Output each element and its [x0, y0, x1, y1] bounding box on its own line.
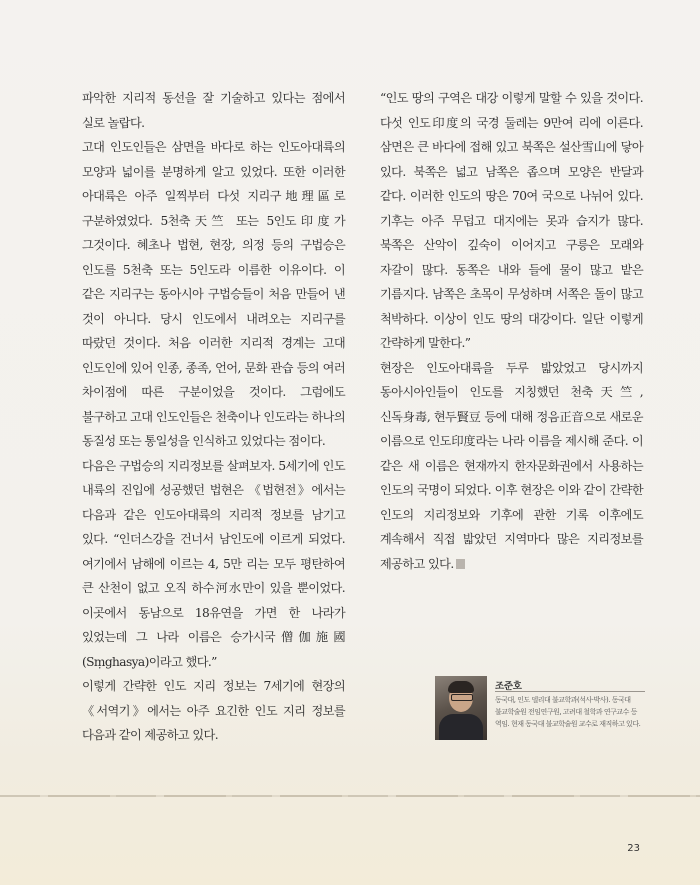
page-number: 23 [627, 843, 640, 854]
author-box [435, 676, 645, 742]
footer-divider [0, 795, 700, 797]
paragraph: 다음은 구법승의 지리정보를 살펴보자. 5세기에 인도 내륙의 진입에 성공했던 법현은 《법현전》에서는 다음과 같은 인도아대륙의 지리적 정보를 남기고 있다. “인더스강을 건너서 남인도에 이르게 되었다. 여기에서 남해에 이르는 4, 5만 리는 모두 평탄하여 큰 산천이 없고 오직 하수河水만이 있을 뿐이었다. 이곳에서 동남으로 18유연을 가면 한 나라가 있었는데 그 나라 이름은 승가시국僧伽施國(Sṃghasya)이라고 했다.” [82, 458, 345, 669]
author-name: 조준호 [495, 681, 522, 692]
paragraph: 이렇게 간략한 인도 지리 정보는 7세기에 현장의 《서역기》에서는 아주 요긴한 인도 지리 정보를 다음과 같이 제공하고 있다. [82, 679, 345, 742]
left-text-column [82, 86, 345, 748]
paragraph [380, 356, 643, 577]
end-of-article-icon [456, 559, 465, 569]
author-bio: 동국대, 인도 델리대 불교학과(석사·박사). 동국대 불교학술원 전임연구원, 고려대 철학과 연구교수 등 역임. 현재 동국대 불교학술원 교수로 재직하고 있다. [495, 696, 641, 728]
paragraph: 고대 인도인들은 삼면을 바다로 하는 인도아대륙의 모양과 넓이를 분명하게 알고 있었다. 또한 이러한 아대륙은 아주 일찍부터 다섯 지리구地理區로 구분하였었다. 5천축天竺 또는 5인도印度가 그것이다. 혜초나 법현, 현장, 의정 등의 구법승은 인도를 5천축 또는 5인도라 이름한 이유이다. 이 같은 지리구는 동아시아 구법승들이 처음 만들어 낸 것이 아니다. 당시 인도에서 내려오는 지리구를 따랐던 것이다. 처음 이러한 지리적 경계는 고대 인도인에 있어 인종, 종족, 언어, 문화 관습 등의 여러 차이점에 따른 구분이었을 것이다. 그럼에도 불구하고 고대 인도인들은 천축이나 인도라는 하나의 동질성 또는 통일성을 인식하고 있었다는 점이다. [82, 140, 345, 448]
author-photo [435, 676, 487, 740]
paragraph: 파악한 지리적 동선을 잘 기술하고 있다는 점에서 실로 놀랍다. [82, 91, 345, 130]
paragraph-text: 현장은 인도아대륙을 두루 밟았었고 당시까지 동아시아인들이 인도를 지칭했던 천축天竺, 신독身毒, 현두賢豆 등에 대해 정음正音으로 새로운 이름으로 인도印度라는 나라 이름을 제시해 준다. 이 같은 새 이름은 현재까지 한자문화권에서 사용하는 인도의 국명이 되었다. 이후 현장은 이와 같이 간략한 인도의 지리정보와 기후에 관한 기록 이후에도 계속해서 직접 밟았던 지역마다 많은 지리정보를 제공하고 있다. [380, 360, 643, 571]
paragraph: “인도 땅의 구역은 대강 이렇게 말할 수 있을 것이다. 다섯 인도印度의 국경 둘레는 9만여 리에 이른다. 삼면은 큰 바다에 접해 있고 북쪽은 설산雪山에 닿아 있다. 북쪽은 넓고 남쪽은 좁으며 모양은 반달과 같다. 이러한 인도의 땅은 70여 국으로 나뉘어 있다. 기후는 아주 무덥고 대지에는 못과 습지가 많다. 북쪽은 산악이 깊숙이 이어지고 구릉은 모래와 자갈이 많다. 동쪽은 내와 들에 물이 많고 밭은 기름지다. 남쪽은 초목이 무성하며 서쪽은 돌이 많고 척박하다. 이상이 인도 땅의 대강이다. 일단 이렇게 간략하게 말한다.” [380, 91, 643, 350]
author-divider [495, 691, 645, 692]
right-text-column [380, 86, 643, 576]
